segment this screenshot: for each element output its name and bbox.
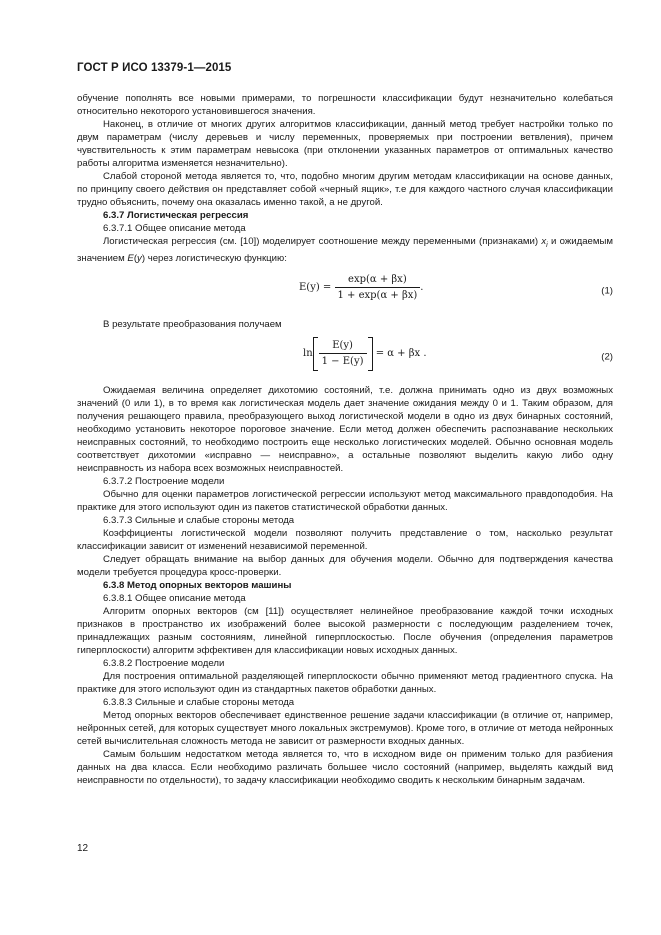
paragraph: В результате преобразования получаем bbox=[103, 318, 282, 330]
paragraph: Логистическая регрессия (см. [10]) моделирует соотношение между переменными (признаками) $x_i$ и ожидаемым значением E(y) через логистическую функцию: bbox=[77, 236, 613, 264]
page-number: 12 bbox=[77, 843, 89, 854]
variable-E: E bbox=[127, 252, 134, 264]
formula-numerator: exp(α + βx) bbox=[335, 273, 421, 288]
paragraph-text: Логистическая регрессия (см. [10]) моделирует соотношение между переменными (признаками) bbox=[103, 236, 542, 247]
formula-trail: . bbox=[420, 281, 424, 293]
formula-rhs: = α + βx . bbox=[375, 348, 427, 360]
formula-fraction bbox=[319, 339, 367, 368]
formula-denominator: 1 + exp(α + βx) bbox=[337, 289, 418, 301]
subsection-heading: 6.3.8.1 Общее описание метода bbox=[103, 592, 246, 604]
paragraph-text: через логистическую функцию: bbox=[145, 252, 287, 264]
subsection-heading: 6.3.8.2 Построение модели bbox=[103, 657, 225, 669]
subsection-heading: 6.3.7.1 Общее описание метода bbox=[103, 223, 246, 234]
variable-y: y bbox=[137, 252, 142, 264]
right-bracket bbox=[368, 337, 373, 371]
paragraph: Слабой стороной метода является то, что, подобно многим другим методам классификации на основе данных, по принципу своего действия он представляет собой «черный ящик», т.е для каждого частного случая классификации трудно объяснить, почему она оказалась именно такой, а не другой. bbox=[77, 171, 613, 208]
paragraph: обучение пополнять все новыми примерами, то погрешности классификации будут незначительно колебаться относительно некоторого установившегося значения. bbox=[77, 93, 613, 117]
document-body bbox=[77, 92, 613, 787]
subsection-heading: 6.3.8.3 Сильные и слабые стороны метода bbox=[103, 696, 295, 708]
subsection-heading: 6.3.7.2 Построение модели bbox=[103, 475, 225, 487]
section-heading: 6.3.7 Логистическая регрессия bbox=[103, 210, 249, 221]
paragraph: Наконец, в отличие от многих других алгоритмов классификации, данный метод требует настройки только по двум параметрам (числу деревьев и числу переменных, проверяемых при построении ветвления), причем чувствительность к этим параметрам невысока (при отклонении указанных параметров от оптимальных качество работы алгоритма изменяется незначительно). bbox=[77, 119, 613, 169]
paragraph-text: и ожидаемым значением bbox=[77, 236, 613, 264]
paragraph: Метод опорных векторов обеспечивает единственное решение задачи классификации (в отличие от, например, нейронных сетей, для которых существует много локальных экстремумов). Кроме того, в отличие от метода нейронных сетей вычислительная сложность метода не зависит от размерности входных данных. bbox=[77, 709, 613, 747]
paragraph: Для построения оптимальной разделяющей гиперплоскости обычно применяют метод градиентного спуска. На практике для этого используют один из стандартных пакетов обработки данных. bbox=[77, 670, 613, 695]
formula-number: (1) bbox=[601, 285, 613, 297]
left-bracket bbox=[313, 337, 318, 371]
variable-subscript: i bbox=[546, 241, 548, 249]
formula-ln: ln bbox=[303, 348, 313, 360]
formula-2 bbox=[77, 335, 613, 379]
subsection-heading: 6.3.7.3 Сильные и слабые стороны метода bbox=[103, 514, 295, 526]
paragraph: Следует обращать внимание на выбор данных для обучения модели. Обычно для подтверждения качества модели требуется процедура кросс-проверки. bbox=[77, 553, 613, 578]
paragraph: Самым большим недостатком метода является то, что в исходном виде он применим только для разбиения данных на два класса. Если необходимо различать большее число состояний (например, выделять каждый вид неисправности по отдельности), то задачу классификации необходимо сводить к нескольким бинарным задачам. bbox=[77, 748, 613, 786]
document-header: ГОСТ Р ИСО 13379-1—2015 bbox=[77, 62, 232, 74]
formula-lhs: E(y) = bbox=[299, 281, 332, 293]
formula-1 bbox=[77, 269, 613, 313]
formula-fraction bbox=[335, 273, 424, 302]
paragraph: Обычно для оценки параметров логистической регрессии используют метод максимального правдоподобия. На практике для этого используют один из пакетов статистической обработки данных. bbox=[77, 488, 613, 513]
paragraph: Алгоритм опорных векторов (см [11]) осуществляет нелинейное преобразование каждой точки исходных признаков в пространство их изображений более высокой размерности с последующим разделением точек, принадлежащих разным состояниям, линейной гиперплоскостью. После обучения (определения параметров гиперплоскости) алгоритм эффективен для классификации новых исходных данных. bbox=[77, 605, 613, 656]
formula-numerator: E(y) bbox=[319, 339, 367, 354]
paragraph: Коэффициенты логистической модели позволяют получить представление о том, насколько результат классификации зависит от изменений независимой переменной. bbox=[77, 527, 613, 552]
paragraph: Ожидаемая величина определяет дихотомию состояний, т.е. должна принимать одно из двух возможных значений (0 или 1), в то время как логистическая модель дает значение ожидания между 0 и 1. Таким образом, для получения решающего правила, преобразующего выход логистической модели в одно из двух бинарных состояний, необходимо установить некоторое пороговое значение. Если метод должен обеспечить распознавание нескольких неисправных состояний, то необходимо построить еще несколько логистических моделей. Обычно основная модель соответствует дихотомии «исправно — неисправно», а остальные позволяют выделить какую либо одну неисправность из набора всех возможных неисправностей. bbox=[77, 384, 613, 474]
variable-x: x bbox=[541, 236, 547, 247]
section-heading: 6.3.8 Метод опорных векторов машины bbox=[103, 579, 292, 591]
formula-denominator: 1 − E(y) bbox=[321, 356, 364, 368]
formula-number: (2) bbox=[601, 351, 613, 363]
